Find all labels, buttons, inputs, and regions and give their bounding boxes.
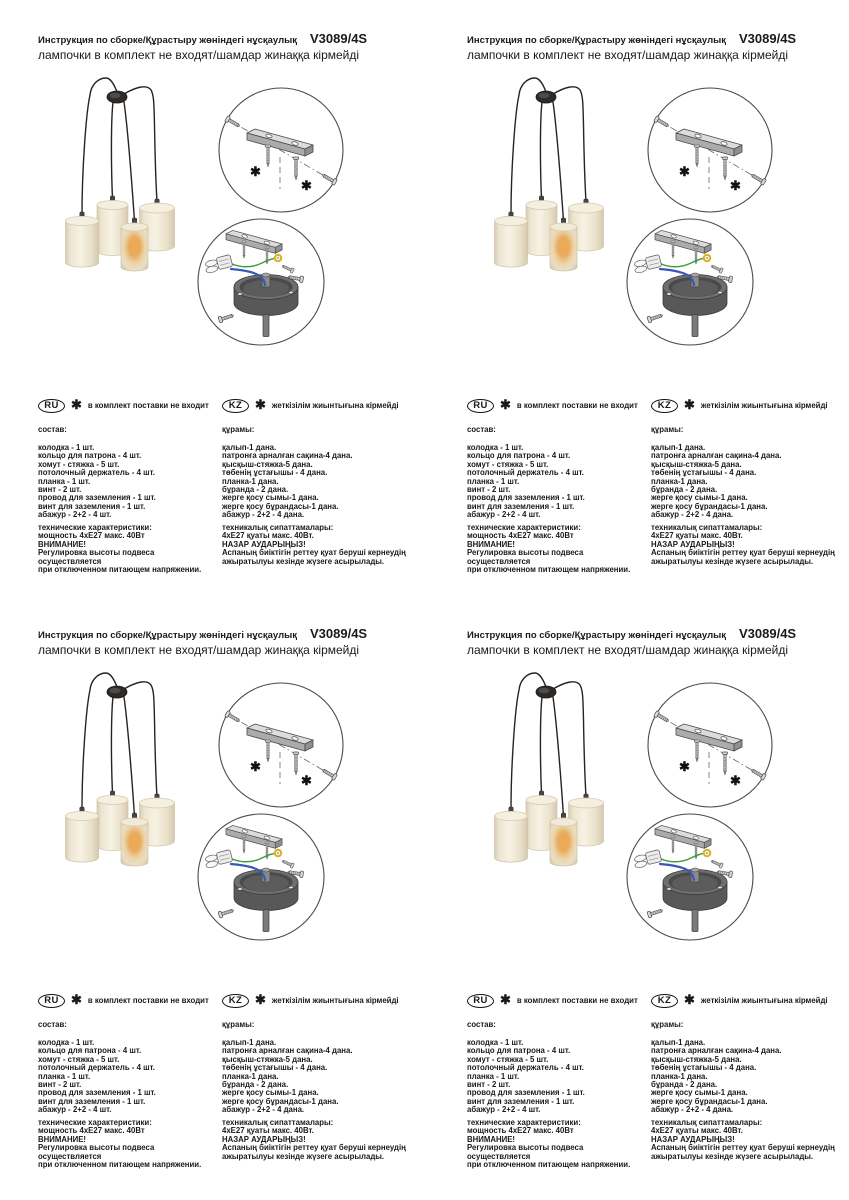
ru-warning-line: Регулировка высоты подвеса осуществляется — [467, 1143, 584, 1161]
parts-list-item: потолочный держатель - 4 шт. — [467, 1063, 584, 1073]
parts-list-item: жерге қосу сымы-1 дана. — [222, 493, 319, 503]
bracket-mounting-detail-circle — [216, 85, 346, 215]
asterisk-icon: ✱ — [250, 164, 261, 179]
ru-not-included-note: в комплект поставки не входит — [516, 996, 638, 1005]
kz-tech-power: 4хЕ27 қуаты макс. 40Вт. — [222, 1126, 314, 1136]
ru-tech-section — [467, 1119, 647, 1170]
ru-tech-title: технические характеристики: — [467, 1117, 581, 1127]
cup-hole — [718, 886, 722, 888]
parts-list-item: жерге қосу бұрандасы-1 дана. — [651, 501, 768, 511]
model-number: V3089/4S — [739, 626, 797, 641]
kz-not-included-note: жеткізілім жиынтығына кірмейді — [271, 401, 399, 410]
ground-ring-pin — [277, 852, 279, 854]
kz-badge-row — [222, 398, 450, 413]
bracket-mounting-detail-circle — [216, 680, 346, 810]
kz-tech-title: техникалық сипаттамалары: — [222, 522, 334, 532]
kz-list-title: құрамы: — [222, 425, 255, 434]
parts-list-item: планка-1 дана. — [222, 1071, 279, 1081]
parts-list-item: абажур - 2+2 - 4 дана. — [651, 510, 734, 520]
cup-stem — [692, 315, 698, 337]
parts-list-item: хомут - стяжка - 5 шт. — [467, 1054, 549, 1064]
parts-list-item: патронға арналған сақина-4 дана. — [222, 1046, 353, 1056]
kz-tech-section — [222, 524, 450, 567]
ru-warning-title: ВНИМАНИЕ! — [467, 539, 516, 549]
asterisk-icon: ✱ — [71, 991, 82, 1007]
kz-badge-row — [651, 993, 849, 1008]
pendant-lamp-illustration — [469, 75, 639, 295]
cup-hole — [289, 291, 293, 293]
quadrant-header — [38, 627, 438, 657]
kz-warning-line: ажыратылуы кезінде жүзеге асырылады. — [222, 1151, 385, 1161]
ru-parts-list — [467, 1039, 647, 1115]
asterisk-icon: ✱ — [730, 773, 741, 788]
kz-warning-title: НАЗАР АУДАРЫҢЫЗ! — [651, 1134, 735, 1144]
parts-list-item: төбенің ұстағышы - 4 дана. — [651, 1063, 757, 1073]
ru-badge-row — [467, 993, 647, 1008]
model-number: V3089/4S — [310, 626, 368, 641]
parts-list-item: қалып-1 дана. — [222, 1038, 277, 1047]
ru-section — [467, 993, 647, 1170]
parts-list-item: колодка - 1 шт. — [38, 1038, 95, 1047]
kz-tech-power: 4хЕ27 қуаты макс. 40Вт. — [222, 531, 314, 541]
kz-warning-title: НАЗАР АУДАРЫҢЫЗ! — [222, 539, 306, 549]
kz-parts-list — [222, 444, 450, 520]
parts-list-item: планка - 1 шт. — [467, 476, 520, 486]
ru-tech-title: технические характеристики: — [38, 522, 152, 532]
canopy-wiring-detail-circle — [623, 810, 757, 944]
kz-warning-line: Аспаның биіктігін реттеу қуат беруші кернеудің — [651, 1143, 835, 1153]
instruction-title: Инструкция по сборке/Құрастыру жөніндегі нұсқаулық — [38, 630, 297, 641]
parts-list-item: абажур - 2+2 - 4 шт. — [467, 510, 541, 520]
parts-list-item: винт - 2 шт. — [38, 485, 82, 495]
lamp-shade — [495, 811, 528, 862]
kz-not-included-note: жеткізілім жиынтығына кірмейді — [700, 996, 828, 1005]
kz-tech-section — [222, 1119, 450, 1162]
kz-tech-title: техникалық сипаттамалары: — [222, 1117, 334, 1127]
kz-section — [222, 398, 450, 566]
parts-list-item: планка - 1 шт. — [38, 476, 91, 486]
model-number: V3089/4S — [310, 31, 368, 46]
parts-list-item: бұранда - 2 дана. — [222, 485, 289, 495]
parts-list-item: патронға арналған сақина-4 дана. — [651, 1046, 782, 1056]
parts-list-item: жерге қосу бұрандасы-1 дана. — [651, 1096, 768, 1106]
ru-tech-section — [467, 524, 647, 575]
parts-list-item: абажур - 2+2 - 4 дана. — [651, 1105, 734, 1115]
parts-list-item: планка - 1 шт. — [467, 1071, 520, 1081]
bracket-mounting-detail-circle — [645, 680, 775, 810]
ru-tech-power: мощность 4хЕ27 макс. 40Вт — [38, 1126, 145, 1136]
kz-warning-line: ажыратылуы кезінде жүзеге асырылады. — [651, 1151, 814, 1161]
ru-badge: RU — [38, 399, 65, 413]
quadrant-header — [38, 32, 438, 62]
parts-list-item: винт - 2 шт. — [467, 1080, 511, 1090]
parts-list-item: винт для заземления - 1 шт. — [38, 1096, 146, 1106]
kz-tech-power: 4хЕ27 қуаты макс. 40Вт. — [651, 531, 743, 541]
ru-warning-line: при отключенном питающем напряжении. — [38, 1160, 202, 1170]
ru-tech-title: технические характеристики: — [38, 1117, 152, 1127]
parts-list-item: қалып-1 дана. — [651, 443, 706, 452]
ru-badge: RU — [467, 994, 494, 1008]
parts-list-item: қысқыш-стяжка-5 дана. — [651, 459, 742, 469]
ceiling-canopy — [107, 91, 127, 103]
parts-list-item: планка-1 дана. — [222, 476, 279, 486]
instruction-sheet-quadrant — [459, 625, 849, 1200]
kz-warning-line: ажыратылуы кезінде жүзеге асырылады. — [651, 556, 814, 566]
parts-list-item: бұранда - 2 дана. — [651, 485, 718, 495]
title-row — [467, 32, 849, 48]
pendant-lamp-illustration — [40, 75, 210, 295]
kz-warning-line: Аспаның биіктігін реттеу қуат беруші кернеудің — [222, 548, 406, 558]
kz-warning-line: Аспаның биіктігін реттеу қуат беруші кернеудің — [651, 548, 835, 558]
parts-list-item: потолочный держатель - 4 шт. — [38, 1063, 155, 1073]
pendant-lamp-illustration — [40, 670, 210, 890]
model-number: V3089/4S — [739, 31, 797, 46]
asterisk-icon: ✱ — [500, 396, 511, 412]
title-row — [38, 627, 438, 643]
kz-badge: KZ — [222, 399, 249, 413]
kz-section — [651, 993, 849, 1161]
kz-warning-title: НАЗАР АУДАРЫҢЫЗ! — [651, 539, 735, 549]
parts-list-item: кольцо для патрона - 4 шт. — [38, 1046, 142, 1056]
ru-warning-line: при отключенном питающем напряжении. — [38, 565, 202, 575]
parts-list-item: абажур - 2+2 - 4 шт. — [467, 1105, 541, 1115]
kz-not-included-note: жеткізілім жиынтығына кірмейді — [700, 401, 828, 410]
title-row — [38, 32, 438, 48]
ru-list-title: состав: — [38, 425, 67, 434]
cup-stem — [692, 910, 698, 932]
parts-list-item: хомут - стяжка - 5 шт. — [467, 459, 549, 469]
kz-warning-line: ажыратылуы кезінде жүзеге асырылады. — [222, 556, 385, 566]
ru-tech-title: технические характеристики: — [467, 522, 581, 532]
asterisk-icon: ✱ — [250, 759, 261, 774]
parts-list-item: жерге қосу сымы-1 дана. — [222, 1088, 319, 1098]
lamp-shade — [495, 216, 528, 267]
parts-list-item: кольцо для патрона - 4 шт. — [38, 451, 142, 461]
ru-warning-title: ВНИМАНИЕ! — [38, 539, 87, 549]
parts-list-item: винт - 2 шт. — [467, 485, 511, 495]
parts-list-item: винт - 2 шт. — [38, 1080, 82, 1090]
ceiling-canopy — [107, 686, 127, 698]
lamp-shade — [66, 811, 99, 862]
kz-tech-section — [651, 1119, 849, 1162]
kz-warning-title: НАЗАР АУДАРЫҢЫЗ! — [222, 1134, 306, 1144]
kz-badge: KZ — [651, 399, 678, 413]
ru-parts-list — [467, 444, 647, 520]
kz-parts-list — [222, 1039, 450, 1115]
parts-list-item: бұранда - 2 дана. — [651, 1080, 718, 1090]
ground-ring-pin — [706, 257, 708, 259]
asterisk-icon: ✱ — [684, 991, 695, 1007]
parts-list-item: потолочный держатель - 4 шт. — [38, 468, 155, 478]
ru-section — [467, 398, 647, 575]
ground-ring-pin — [706, 852, 708, 854]
cup-hole — [289, 886, 293, 888]
kz-badge: KZ — [651, 994, 678, 1008]
parts-list-item: винт для заземления - 1 шт. — [467, 1096, 575, 1106]
parts-list-item: кольцо для патрона - 4 шт. — [467, 451, 571, 461]
parts-list-item: қалып-1 дана. — [222, 443, 277, 452]
cup-hole — [718, 291, 722, 293]
kz-section — [651, 398, 849, 566]
instruction-sheet-quadrant — [459, 30, 849, 625]
pendant-lamp-illustration — [469, 670, 639, 890]
parts-list-item: қысқыш-стяжка-5 дана. — [651, 1054, 742, 1064]
ru-list-title: состав: — [38, 1020, 67, 1029]
ru-not-included-note: в комплект поставки не входит — [516, 401, 638, 410]
ru-warning-line: Регулировка высоты подвеса осуществляется — [38, 1143, 155, 1161]
ru-parts-list — [38, 1039, 218, 1115]
ru-not-included-note: в комплект поставки не входит — [87, 996, 209, 1005]
asterisk-icon: ✱ — [679, 759, 690, 774]
ru-tech-section — [38, 1119, 218, 1170]
ru-warning-title: ВНИМАНИЕ! — [467, 1134, 516, 1144]
parts-list-item: қалып-1 дана. — [651, 1038, 706, 1047]
kz-list-title: құрамы: — [651, 1020, 684, 1029]
quadrant-header — [467, 627, 849, 657]
kz-list-title: құрамы: — [651, 425, 684, 434]
lamp-shade — [66, 216, 99, 267]
lamp-shade-lit — [121, 818, 148, 866]
ground-ring-pin — [277, 257, 279, 259]
parts-list-item: патронға арналған сақина-4 дана. — [222, 451, 353, 461]
kz-tech-title: техникалық сипаттамалары: — [651, 1117, 763, 1127]
asterisk-icon: ✱ — [730, 178, 741, 193]
ru-section — [38, 398, 218, 575]
kz-tech-power: 4хЕ27 қуаты макс. 40Вт. — [651, 1126, 743, 1136]
lamp-shade-lit — [121, 223, 148, 271]
parts-list-item: жерге қосу сымы-1 дана. — [651, 493, 748, 503]
parts-list-item: абажур - 2+2 - 4 дана. — [222, 1105, 305, 1115]
asterisk-icon: ✱ — [255, 991, 266, 1007]
lamp-shade-lit — [550, 223, 577, 271]
asterisk-icon: ✱ — [684, 396, 695, 412]
cup-hole — [667, 293, 671, 295]
ceiling-canopy — [536, 686, 556, 698]
bulbs-not-included-note: лампочки в комплект не входят/шамдар жинаққа кірмейді — [38, 48, 360, 62]
title-row — [467, 627, 849, 643]
bulbs-not-included-note: лампочки в комплект не входят/шамдар жинаққа кірмейді — [467, 643, 789, 657]
asterisk-icon: ✱ — [301, 178, 312, 193]
cup-hole — [238, 293, 242, 295]
ru-section — [38, 993, 218, 1170]
ru-badge: RU — [38, 994, 65, 1008]
parts-list-item: жерге қосу бұрандасы-1 дана. — [222, 501, 339, 511]
parts-list-item: патронға арналған сақина-4 дана. — [651, 451, 782, 461]
parts-list-item: провод для заземления - 1 шт. — [38, 1088, 156, 1098]
kz-section — [222, 993, 450, 1161]
parts-list-item: қысқыш-стяжка-5 дана. — [222, 459, 313, 469]
ru-tech-power: мощность 4хЕ27 макс. 40Вт — [467, 531, 574, 541]
parts-list-item: планка-1 дана. — [651, 1071, 708, 1081]
parts-list-item: колодка - 1 шт. — [38, 443, 95, 452]
ru-list-title: состав: — [467, 1020, 496, 1029]
asterisk-icon: ✱ — [679, 164, 690, 179]
parts-list-item: төбенің ұстағышы - 4 дана. — [222, 1063, 328, 1073]
ru-badge: RU — [467, 399, 494, 413]
parts-list-item: абажур - 2+2 - 4 шт. — [38, 1105, 112, 1115]
parts-list-item: хомут - стяжка - 5 шт. — [38, 1054, 120, 1064]
kz-parts-list — [651, 444, 849, 520]
quadrant-header — [467, 32, 849, 62]
kz-warning-line: Аспаның биіктігін реттеу қуат беруші кернеудің — [222, 1143, 406, 1153]
ru-not-included-note: в комплект поставки не входит — [87, 401, 209, 410]
ru-badge-row — [38, 993, 218, 1008]
canopy-wiring-detail-circle — [194, 215, 328, 349]
ru-tech-power: мощность 4хЕ27 макс. 40Вт — [467, 1126, 574, 1136]
canopy-wiring-detail-circle — [194, 810, 328, 944]
parts-list-item: абажур - 2+2 - 4 шт. — [38, 510, 112, 520]
parts-list-item: потолочный держатель - 4 шт. — [467, 468, 584, 478]
instruction-sheet-quadrant — [30, 625, 450, 1200]
parts-list-item: бұранда - 2 дана. — [222, 1080, 289, 1090]
parts-list-item: абажур - 2+2 - 4 дана. — [222, 510, 305, 520]
cup-stem — [263, 910, 269, 932]
parts-list-item: қысқыш-стяжка-5 дана. — [222, 1054, 313, 1064]
bulbs-not-included-note: лампочки в комплект не входят/шамдар жинаққа кірмейді — [38, 643, 360, 657]
ru-list-title: состав: — [467, 425, 496, 434]
cup-hole — [667, 888, 671, 890]
ru-warning-line: Регулировка высоты подвеса осуществляется — [467, 548, 584, 566]
parts-list-item: жерге қосу сымы-1 дана. — [651, 1088, 748, 1098]
parts-list-item: провод для заземления - 1 шт. — [38, 493, 156, 503]
ru-warning-line: Регулировка высоты подвеса осуществляется — [38, 548, 155, 566]
kz-list-title: құрамы: — [222, 1020, 255, 1029]
kz-not-included-note: жеткізілім жиынтығына кірмейді — [271, 996, 399, 1005]
ru-tech-power: мощность 4хЕ27 макс. 40Вт — [38, 531, 145, 541]
parts-list-item: планка - 1 шт. — [38, 1071, 91, 1081]
kz-tech-title: техникалық сипаттамалары: — [651, 522, 763, 532]
cup-hole — [238, 888, 242, 890]
parts-list-item: винт для заземления - 1 шт. — [38, 501, 146, 511]
parts-list-item: төбенің ұстағышы - 4 дана. — [651, 468, 757, 478]
parts-list-item: колодка - 1 шт. — [467, 443, 524, 452]
ceiling-canopy — [536, 91, 556, 103]
kz-badge: KZ — [222, 994, 249, 1008]
kz-badge-row — [651, 398, 849, 413]
kz-tech-section — [651, 524, 849, 567]
asterisk-icon: ✱ — [71, 396, 82, 412]
asterisk-icon: ✱ — [301, 773, 312, 788]
bulbs-not-included-note: лампочки в комплект не входят/шамдар жинаққа кірмейді — [467, 48, 789, 62]
ru-warning-title: ВНИМАНИЕ! — [38, 1134, 87, 1144]
ru-warning-line: при отключенном питающем напряжении. — [467, 565, 631, 575]
kz-badge-row — [222, 993, 450, 1008]
ru-tech-section — [38, 524, 218, 575]
asterisk-icon: ✱ — [500, 991, 511, 1007]
instruction-title: Инструкция по сборке/Құрастыру жөніндегі нұсқаулық — [467, 35, 726, 46]
bracket-mounting-detail-circle — [645, 85, 775, 215]
instruction-title: Инструкция по сборке/Құрастыру жөніндегі нұсқаулық — [467, 630, 726, 641]
parts-list-item: винт для заземления - 1 шт. — [467, 501, 575, 511]
instruction-title: Инструкция по сборке/Құрастыру жөніндегі нұсқаулық — [38, 35, 297, 46]
ru-badge-row — [467, 398, 647, 413]
parts-list-item: колодка - 1 шт. — [467, 1038, 524, 1047]
ru-badge-row — [38, 398, 218, 413]
parts-list-item: хомут - стяжка - 5 шт. — [38, 459, 120, 469]
ru-warning-line: при отключенном питающем напряжении. — [467, 1160, 631, 1170]
parts-list-item: планка-1 дана. — [651, 476, 708, 486]
canopy-wiring-detail-circle — [623, 215, 757, 349]
instruction-sheet-quadrant — [30, 30, 450, 625]
parts-list-item: провод для заземления - 1 шт. — [467, 493, 585, 503]
kz-parts-list — [651, 1039, 849, 1115]
parts-list-item: провод для заземления - 1 шт. — [467, 1088, 585, 1098]
ru-parts-list — [38, 444, 218, 520]
parts-list-item: төбенің ұстағышы - 4 дана. — [222, 468, 328, 478]
parts-list-item: кольцо для патрона - 4 шт. — [467, 1046, 571, 1056]
lamp-shade-lit — [550, 818, 577, 866]
asterisk-icon: ✱ — [255, 396, 266, 412]
cup-stem — [263, 315, 269, 337]
parts-list-item: жерге қосу бұрандасы-1 дана. — [222, 1096, 339, 1106]
